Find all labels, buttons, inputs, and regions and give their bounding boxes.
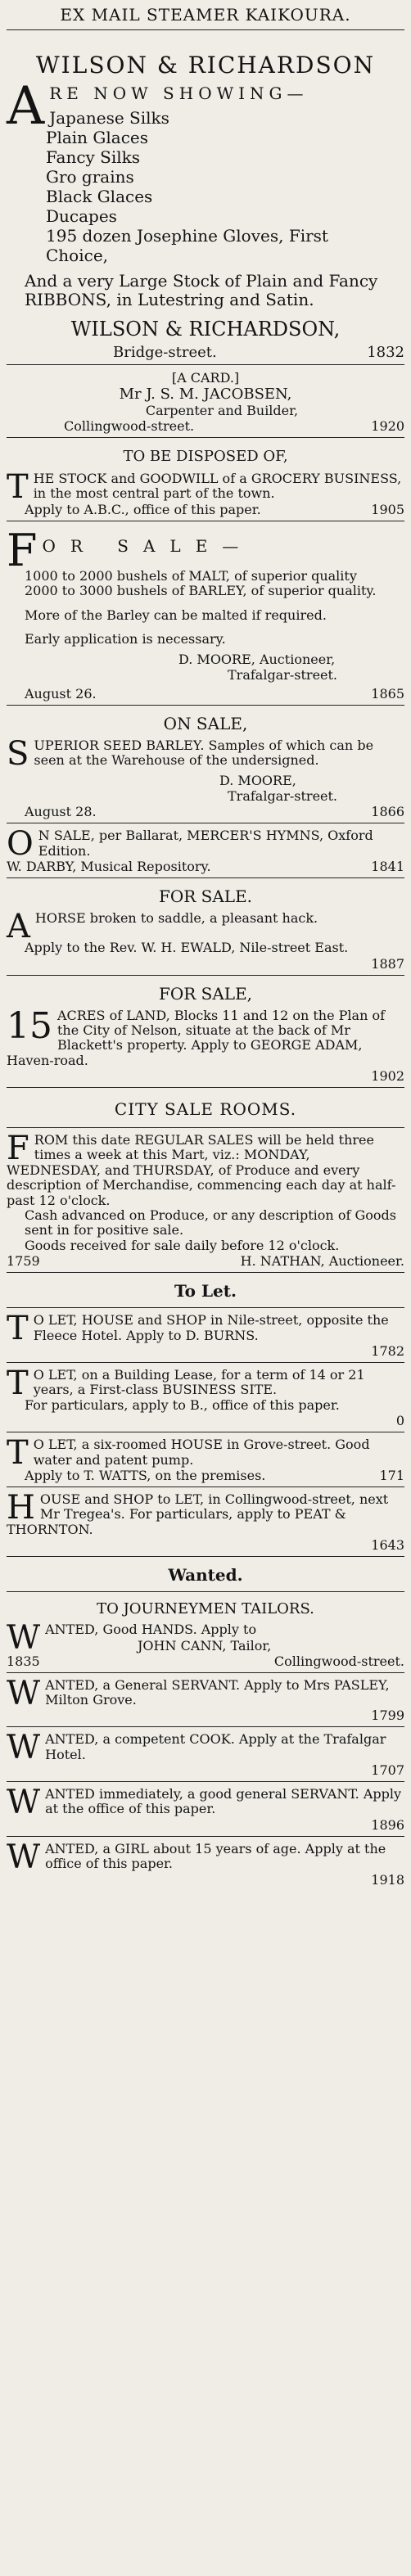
street: Bridge-street. (113, 344, 217, 361)
date: August 26. (25, 685, 97, 702)
ribbons-text: And a very Large Stock of Plain and Fancy RIBBONS, in Lutestring and Satin. (25, 271, 378, 309)
dropcap: T (7, 1434, 29, 1473)
name: H. NATHAN, Auctioneer. (240, 1253, 404, 1270)
ad-disposed (7, 438, 404, 521)
ad-tolet-1 (7, 1308, 404, 1362)
showing-line: RE NOW SHOWING— (49, 83, 309, 103)
auctioneer: D. MOORE, Auctioneer, (178, 651, 336, 667)
heading: FOR SALE. (158, 886, 253, 907)
body-text: UPERIOR SEED BARLEY. Samples of which can be seen at the Warehouse of the undersigned. (34, 737, 374, 768)
list-item: Choice, (46, 246, 109, 265)
body-text: ANTED immediately, a good general SERVANT. Apply at the office of this paper. (45, 1786, 402, 1817)
ad-number: 1707 (371, 1762, 404, 1779)
ad-number: 171 (379, 1467, 404, 1483)
dropcap: T (7, 468, 29, 506)
ad-hymns (7, 823, 404, 877)
list-item: 195 dozen Josephine Gloves, First (46, 226, 328, 246)
card-name: Mr J. S. M. JACOBSEN, (119, 386, 292, 403)
barley-line: 2000 to 3000 bushels of BARLEY, of superior quality. (25, 583, 377, 599)
name: JOHN CANN, Tailor, (138, 1637, 272, 1653)
heading: FOR SALE, (158, 983, 253, 1004)
list-item: Black Glaces (46, 187, 153, 206)
card-label: [A CARD.] (171, 370, 240, 386)
card-trade: Carpenter and Builder, (145, 403, 299, 418)
list-item: Japanese Silks (49, 108, 169, 128)
dropcap: W (7, 1784, 41, 1822)
body-text: O LET, on a Building Lease, for a term of 14 or 21 years, a First-class BUSINESS SITE. (33, 1366, 365, 1398)
section-to-let (7, 1273, 404, 1307)
apply-text: Apply to A.B.C., office of this paper. (25, 501, 261, 517)
body-text: O LET, HOUSE and SHOP in Nile-street, opposite the Fleece Hotel. Apply to D. BURNS. (33, 1312, 389, 1343)
dropcap: T (7, 1364, 29, 1402)
dropcap: S (7, 734, 29, 773)
body-text: ANTED, a General SERVANT. Apply to Mrs PASLEY, Milton Grove. (45, 1676, 390, 1708)
divider (7, 1127, 404, 1128)
dropcap: 15 (7, 1004, 52, 1047)
ad-number: 1643 (371, 1537, 404, 1554)
street: Collingwood-street. (64, 418, 195, 434)
dropcap: H (7, 1488, 35, 1527)
body-text: ANTED, Good HANDS. Apply to (45, 1622, 257, 1638)
dropcap: F (7, 1130, 29, 1168)
malt-line: 1000 to 2000 bushels of MALT, of superior quality (25, 567, 357, 584)
ad-number: 1835 (7, 1653, 40, 1669)
dropcap: W (7, 1729, 41, 1767)
list-item: Plain Glaces (46, 128, 149, 147)
street: Trafalgar-street. (228, 666, 338, 683)
body-text: N SALE, per Ballarat, MERCER'S HYMNS, Oxford Edition. (38, 828, 373, 859)
ad-number: 1905 (371, 501, 404, 517)
street: Trafalgar-street. (228, 788, 338, 805)
ad-number: 1832 (367, 344, 404, 361)
ad-wanted-2 (7, 1673, 404, 1727)
street: Collingwood-street. (273, 1653, 404, 1669)
ad-number: 1902 (371, 1068, 404, 1085)
ad-number: 0 (395, 1413, 404, 1429)
divider (7, 29, 404, 30)
ad-tailors (7, 1592, 404, 1671)
goods-text: Goods received for sale daily before 12 o'clock. (25, 1237, 340, 1253)
section-wanted (7, 1557, 404, 1591)
ad-kaikoura (7, 0, 404, 364)
body-text: ANTED, a competent COOK. Apply at the Trafalgar Hotel. (45, 1731, 386, 1762)
dropcap: A (7, 76, 45, 137)
ad-number: 1887 (371, 955, 404, 972)
heading: OR SALE— (42, 535, 254, 556)
date: August 28. (25, 804, 97, 820)
dropcap: T (7, 1310, 29, 1348)
firm-name: WILSON & RICHARDSON (35, 52, 376, 79)
body-text: ROM this date REGULAR SALES will be held three times a week at this Mart, viz.: MONDAY, WEDNESDAY, and THURSDAY, of Produce and every description of Merchandise, commencing each day at half-past 12 o'clock. (7, 1132, 396, 1208)
ad-horse (7, 878, 404, 974)
ad-number: 1896 (371, 1816, 404, 1833)
ad-card (7, 365, 404, 437)
dropcap: W (7, 1619, 41, 1658)
ad-wanted-5 (7, 1837, 404, 1891)
heading: CITY SALE ROOMS. (114, 1099, 297, 1120)
ad-tolet-2 (7, 1363, 404, 1432)
dropcap: W (7, 1838, 41, 1876)
apply-text: Apply to T. WATTS, on the premises. (25, 1467, 266, 1483)
dropcap: O (7, 825, 34, 864)
list-item: Gro grains (46, 167, 134, 187)
dropcap: W (7, 1674, 41, 1712)
firm-name-2: WILSON & RICHARDSON, (70, 318, 341, 341)
body-text: O LET, a six-roomed HOUSE in Grove-street. Good water and patent pump. (33, 1437, 370, 1468)
list-item: Ducapes (46, 206, 117, 226)
body-text: HORSE broken to saddle, a pleasant hack. (34, 910, 318, 927)
ad-number: 1841 (371, 859, 404, 875)
ad-number: 1918 (371, 1871, 404, 1888)
cash-text: Cash advanced on Produce, or any description of Goods sent in for positive sale. (25, 1207, 396, 1238)
ad-number: 1865 (371, 685, 404, 702)
more-text: More of the Barley can be malted if required. (25, 607, 327, 623)
ad-sale-rooms (7, 1088, 404, 1272)
ad-number: 1920 (371, 418, 404, 434)
name: D. MOORE, (219, 773, 296, 789)
body-text: ANTED, a GIRL about 15 years of age. Apply at the office of this paper. (45, 1840, 386, 1872)
ad-number: 1866 (371, 804, 404, 820)
section-heading: To Let. (174, 1281, 237, 1302)
name: W. DARBY, Musical Repository. (7, 859, 211, 875)
ad-number: 1782 (371, 1342, 404, 1359)
goods-list (7, 108, 404, 265)
ad-tolet-4 (7, 1487, 404, 1556)
section-heading: Wanted. (168, 1565, 243, 1586)
heading: ON SALE, (163, 713, 248, 733)
apply-text: For particulars, apply to B., office of this paper. (25, 1396, 340, 1413)
body-text: OUSE and SHOP to LET, in Collingwood-street, next Mr Tregea's. For particulars, apply to PEAT & THORNTON. (7, 1491, 389, 1537)
ad-tolet-3 (7, 1432, 404, 1487)
apply-text: Apply to the Rev. W. H. EWALD, Nile-street East. (25, 940, 349, 956)
heading: TO JOURNEYMEN TAILORS. (97, 1600, 314, 1618)
list-item: Fancy Silks (46, 147, 141, 167)
ad-wanted-3 (7, 1727, 404, 1781)
headline: EX MAIL STEAMER KAIKOURA. (60, 5, 351, 25)
dropcap: F (7, 524, 38, 576)
ad-seed-barley (7, 706, 404, 823)
dropcap: A (7, 908, 30, 946)
body-text: HE STOCK and GOODWILL of a GROCERY BUSINESS, in the most central part of the town. (33, 471, 402, 502)
ad-number: 1799 (371, 1708, 404, 1724)
body-text: ACRES of LAND, Blocks 11 and 12 on the Plan of the City of Nelson, situate at the back of Mr Blackett's property. Apply to GEORGE ADAM, Haven-road. (7, 1007, 386, 1068)
ad-number: 1759 (7, 1253, 40, 1270)
early-text: Early application is necessary. (25, 630, 226, 647)
ad-wanted-4 (7, 1782, 404, 1836)
heading: TO BE DISPOSED OF, (123, 448, 288, 465)
ad-land (7, 976, 404, 1088)
ad-malt (7, 521, 404, 705)
